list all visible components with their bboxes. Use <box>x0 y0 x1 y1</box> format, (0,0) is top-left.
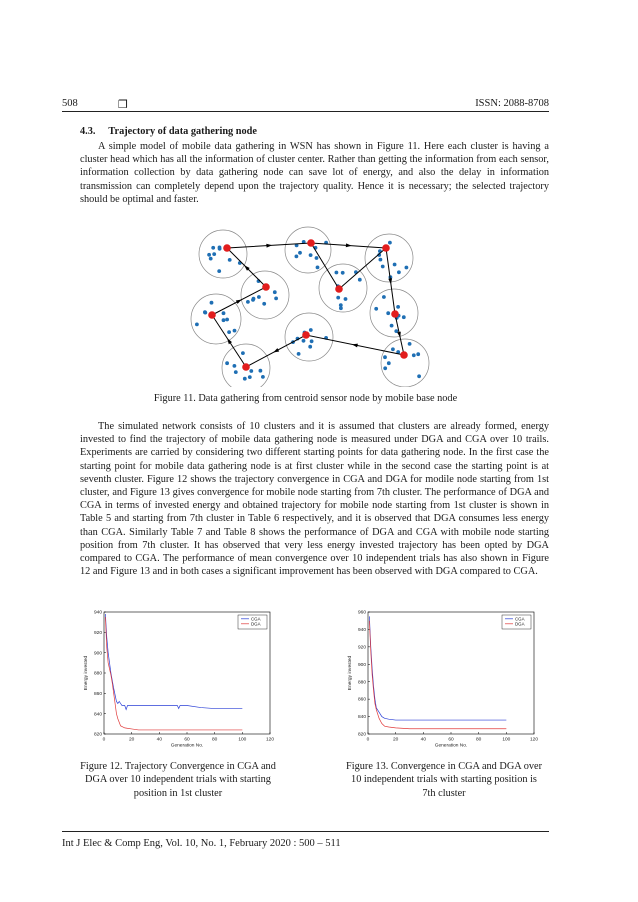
sensor-node <box>381 265 385 269</box>
sensor-node <box>298 251 302 255</box>
x-tick-label: 60 <box>184 737 190 743</box>
x-tick-label: 80 <box>211 737 218 743</box>
figure-11-caption: Figure 11. Data gathering from centroid sensor node by mobile base node <box>153 393 458 404</box>
x-tick-label: 40 <box>156 737 163 743</box>
cluster-circle <box>199 230 247 278</box>
cluster-head <box>223 244 231 252</box>
figure-13-caption: Figure 13. Convergence in CGA and DGA over 10 independent trials with starting position is 7th cluster <box>346 761 542 799</box>
y-tick-label: 860 <box>357 697 366 703</box>
legend-label: CGA <box>515 616 525 622</box>
sensor-node <box>262 302 266 306</box>
sensor-node <box>391 347 395 351</box>
figure-12-chart <box>82 606 282 748</box>
sensor-node <box>225 361 229 365</box>
legend-label: DGA <box>515 621 525 627</box>
y-tick-label: 840 <box>93 712 102 718</box>
cluster-head <box>208 311 216 319</box>
x-tick-label: 80 <box>475 737 482 743</box>
y-tick-label: 840 <box>357 715 366 721</box>
trajectory-path-branch <box>311 243 386 289</box>
sensor-node <box>222 311 226 315</box>
sensor-node <box>341 271 345 275</box>
box-icon: ❒ <box>118 98 128 111</box>
cluster-circle <box>191 294 241 344</box>
x-tick-label: 0 <box>366 737 370 743</box>
y-axis-label: Energy invested <box>348 655 353 691</box>
sensor-node <box>234 370 238 374</box>
sensor-node <box>358 278 362 282</box>
sensor-node <box>207 253 211 257</box>
sensor-node <box>246 300 250 304</box>
y-tick-label: 920 <box>357 645 366 651</box>
y-tick-label: 960 <box>357 610 366 616</box>
section-number: 4.3. <box>80 126 96 137</box>
sensor-node <box>408 342 412 346</box>
cluster-head <box>335 285 343 293</box>
sensor-node <box>274 297 278 301</box>
sensor-node <box>273 290 277 294</box>
y-tick-label: 820 <box>357 732 366 738</box>
x-tick-label: 60 <box>448 737 454 743</box>
y-tick-label: 900 <box>93 651 102 657</box>
sensor-node <box>233 329 237 333</box>
sensor-node <box>310 339 314 343</box>
sensor-node <box>396 305 400 309</box>
cluster-head <box>307 239 315 247</box>
sensor-node <box>397 270 401 274</box>
sensor-node <box>388 241 392 245</box>
page-number: 508 <box>62 98 78 109</box>
sensor-node <box>417 374 421 378</box>
sensor-node <box>316 266 320 270</box>
sensor-node <box>227 330 231 334</box>
cluster-head <box>391 310 399 318</box>
sensor-node <box>241 351 245 355</box>
y-axis-label: Energy invested <box>84 655 89 691</box>
sensor-node <box>402 315 406 319</box>
x-tick-label: 120 <box>265 737 275 743</box>
sensor-node <box>412 353 416 357</box>
x-tick-label: 100 <box>502 737 511 743</box>
footer-text: Int J Elec & Comp Eng, Vol. 10, No. 1, February 2020 : 500 – 511 <box>62 838 341 849</box>
sensor-node <box>387 361 391 365</box>
sensor-node <box>259 369 263 373</box>
figure-11-diagram <box>180 222 440 387</box>
plot-area <box>368 612 534 734</box>
trajectory-arrow <box>388 278 392 284</box>
figure-13-chart <box>346 606 546 748</box>
sensor-node <box>405 266 409 270</box>
cluster-circle <box>285 227 331 273</box>
sensor-node <box>302 339 306 343</box>
sensor-node <box>336 296 340 300</box>
sensor-node <box>309 253 313 257</box>
sensor-node <box>233 364 237 368</box>
x-tick-label: 40 <box>420 737 427 743</box>
x-tick-label: 0 <box>102 737 106 743</box>
figure-12-caption: Figure 12. Trajectory Convergence in CGA and DGA over 10 independent trials with starting position in 1st cluster <box>80 761 276 799</box>
sensor-node <box>225 318 229 322</box>
footer-rule <box>62 831 549 832</box>
sensor-node <box>252 297 256 301</box>
sensor-node <box>195 323 199 327</box>
sensor-node <box>297 352 301 356</box>
sensor-node <box>212 252 216 256</box>
x-axis-label: Generation No. <box>434 743 468 748</box>
paragraph-1-text: A simple model of mobile data gathering in WSN has shown in Figure 11. Here each cluster is having a cluster head which has all the information of cluster center. Rather than getting the information from each sensor, information collection by data gathering node can save lot of energy, and also the delay in information transmission can completely depend upon the trajectory quality. Hence it is necessary; the selected trajectory should be optimal and faster. <box>80 141 549 205</box>
sensor-node <box>295 255 299 259</box>
sensor-node <box>210 301 214 305</box>
y-tick-label: 940 <box>357 628 366 634</box>
sensor-node <box>309 328 313 332</box>
trajectory-arrow <box>236 300 242 304</box>
sensor-node <box>248 375 252 379</box>
issn: ISSN: 2088-8708 <box>475 98 549 109</box>
sensor-node <box>209 257 213 261</box>
sensor-node <box>249 369 253 373</box>
cluster-head <box>262 283 270 291</box>
x-tick-label: 100 <box>238 737 247 743</box>
header-rule <box>62 111 549 112</box>
section-heading <box>80 126 257 137</box>
sensor-node <box>211 246 215 250</box>
paragraph-2-text: The simulated network consists of 10 clusters and it is assumed that clusters are already formed, energy invested to find the trajectory of mobile data gathering node is measured under DGA and CGA over 10 trails. Experiments are carried by considering two different starting points for data gathering node. In the first case the starting point for mobile data gathering node is at first cluster while in the second case the starting point is at seventh cluster. Figure 12 shows the trajectory convergence in CGA and DGA for modile node starting from 1st cluster, and Figure 13 gives convergence for mobile node starting from 7th cluster. The performance of DGA and CGA in terms of invested energy and obtained trajectory for mobile node starting from 1st cluster is shown in Table 5 and starting from 7th cluster in Table 6 respectively, and it is observed that DGA consumes less energy than CGA. Similarly Table 7 and Table 8 shows the performance of DGA and CGA with mobile node starting position from 7th cluster. It has observed that very less energy invested trajectory has been opted by DGA compared to CGA. The performance of mean convergence over 10 independent trials has also shown in Figure 12 and Figure 13 and in both cases a significant improvement has been observed with DGA compared to CGA. <box>80 421 549 578</box>
section-title: Trajectory of data gathering node <box>108 126 257 137</box>
sensor-node <box>222 318 226 322</box>
y-tick-label: 820 <box>93 732 102 738</box>
trajectory-path <box>212 243 404 367</box>
sensor-node <box>315 256 319 260</box>
sensor-node <box>203 310 207 314</box>
x-tick-label: 20 <box>392 737 399 743</box>
cluster-circle <box>241 271 289 319</box>
y-tick-label: 860 <box>93 691 102 697</box>
cluster-head <box>382 244 390 252</box>
sensor-node <box>382 295 386 299</box>
legend-label: DGA <box>251 621 261 627</box>
sensor-node <box>335 271 339 275</box>
sensor-node <box>243 377 247 381</box>
sensor-node <box>383 366 387 370</box>
sensor-node <box>217 269 221 273</box>
sensor-node <box>308 345 312 349</box>
sensor-node <box>374 307 378 311</box>
cluster-head <box>302 331 310 339</box>
legend-label: CGA <box>251 616 261 622</box>
sensor-node <box>344 297 348 301</box>
paragraph-intro <box>80 140 549 206</box>
sensor-node <box>390 324 394 328</box>
sensor-node <box>379 258 383 262</box>
paragraph-results <box>80 420 549 578</box>
cluster-head <box>400 351 408 359</box>
sensor-node <box>383 355 387 359</box>
trajectory-arrow <box>273 348 279 352</box>
sensor-node <box>339 306 343 310</box>
sensor-node <box>228 258 232 262</box>
y-tick-label: 940 <box>93 610 102 616</box>
sensor-node <box>261 375 265 379</box>
sensor-node <box>393 263 397 267</box>
y-tick-label: 880 <box>93 671 102 677</box>
y-tick-label: 880 <box>357 680 366 686</box>
trajectory-arrow <box>266 244 272 248</box>
cluster-head <box>242 363 250 371</box>
sensor-node <box>218 246 222 250</box>
sensor-node <box>416 352 420 356</box>
sensor-node <box>386 311 390 315</box>
y-tick-label: 900 <box>357 662 366 668</box>
y-tick-label: 920 <box>93 630 102 636</box>
sensor-node <box>257 295 261 299</box>
x-axis-label: Generation No. <box>170 743 204 748</box>
plot-area <box>104 612 270 734</box>
x-tick-label: 20 <box>128 737 135 743</box>
x-tick-label: 120 <box>529 737 539 743</box>
